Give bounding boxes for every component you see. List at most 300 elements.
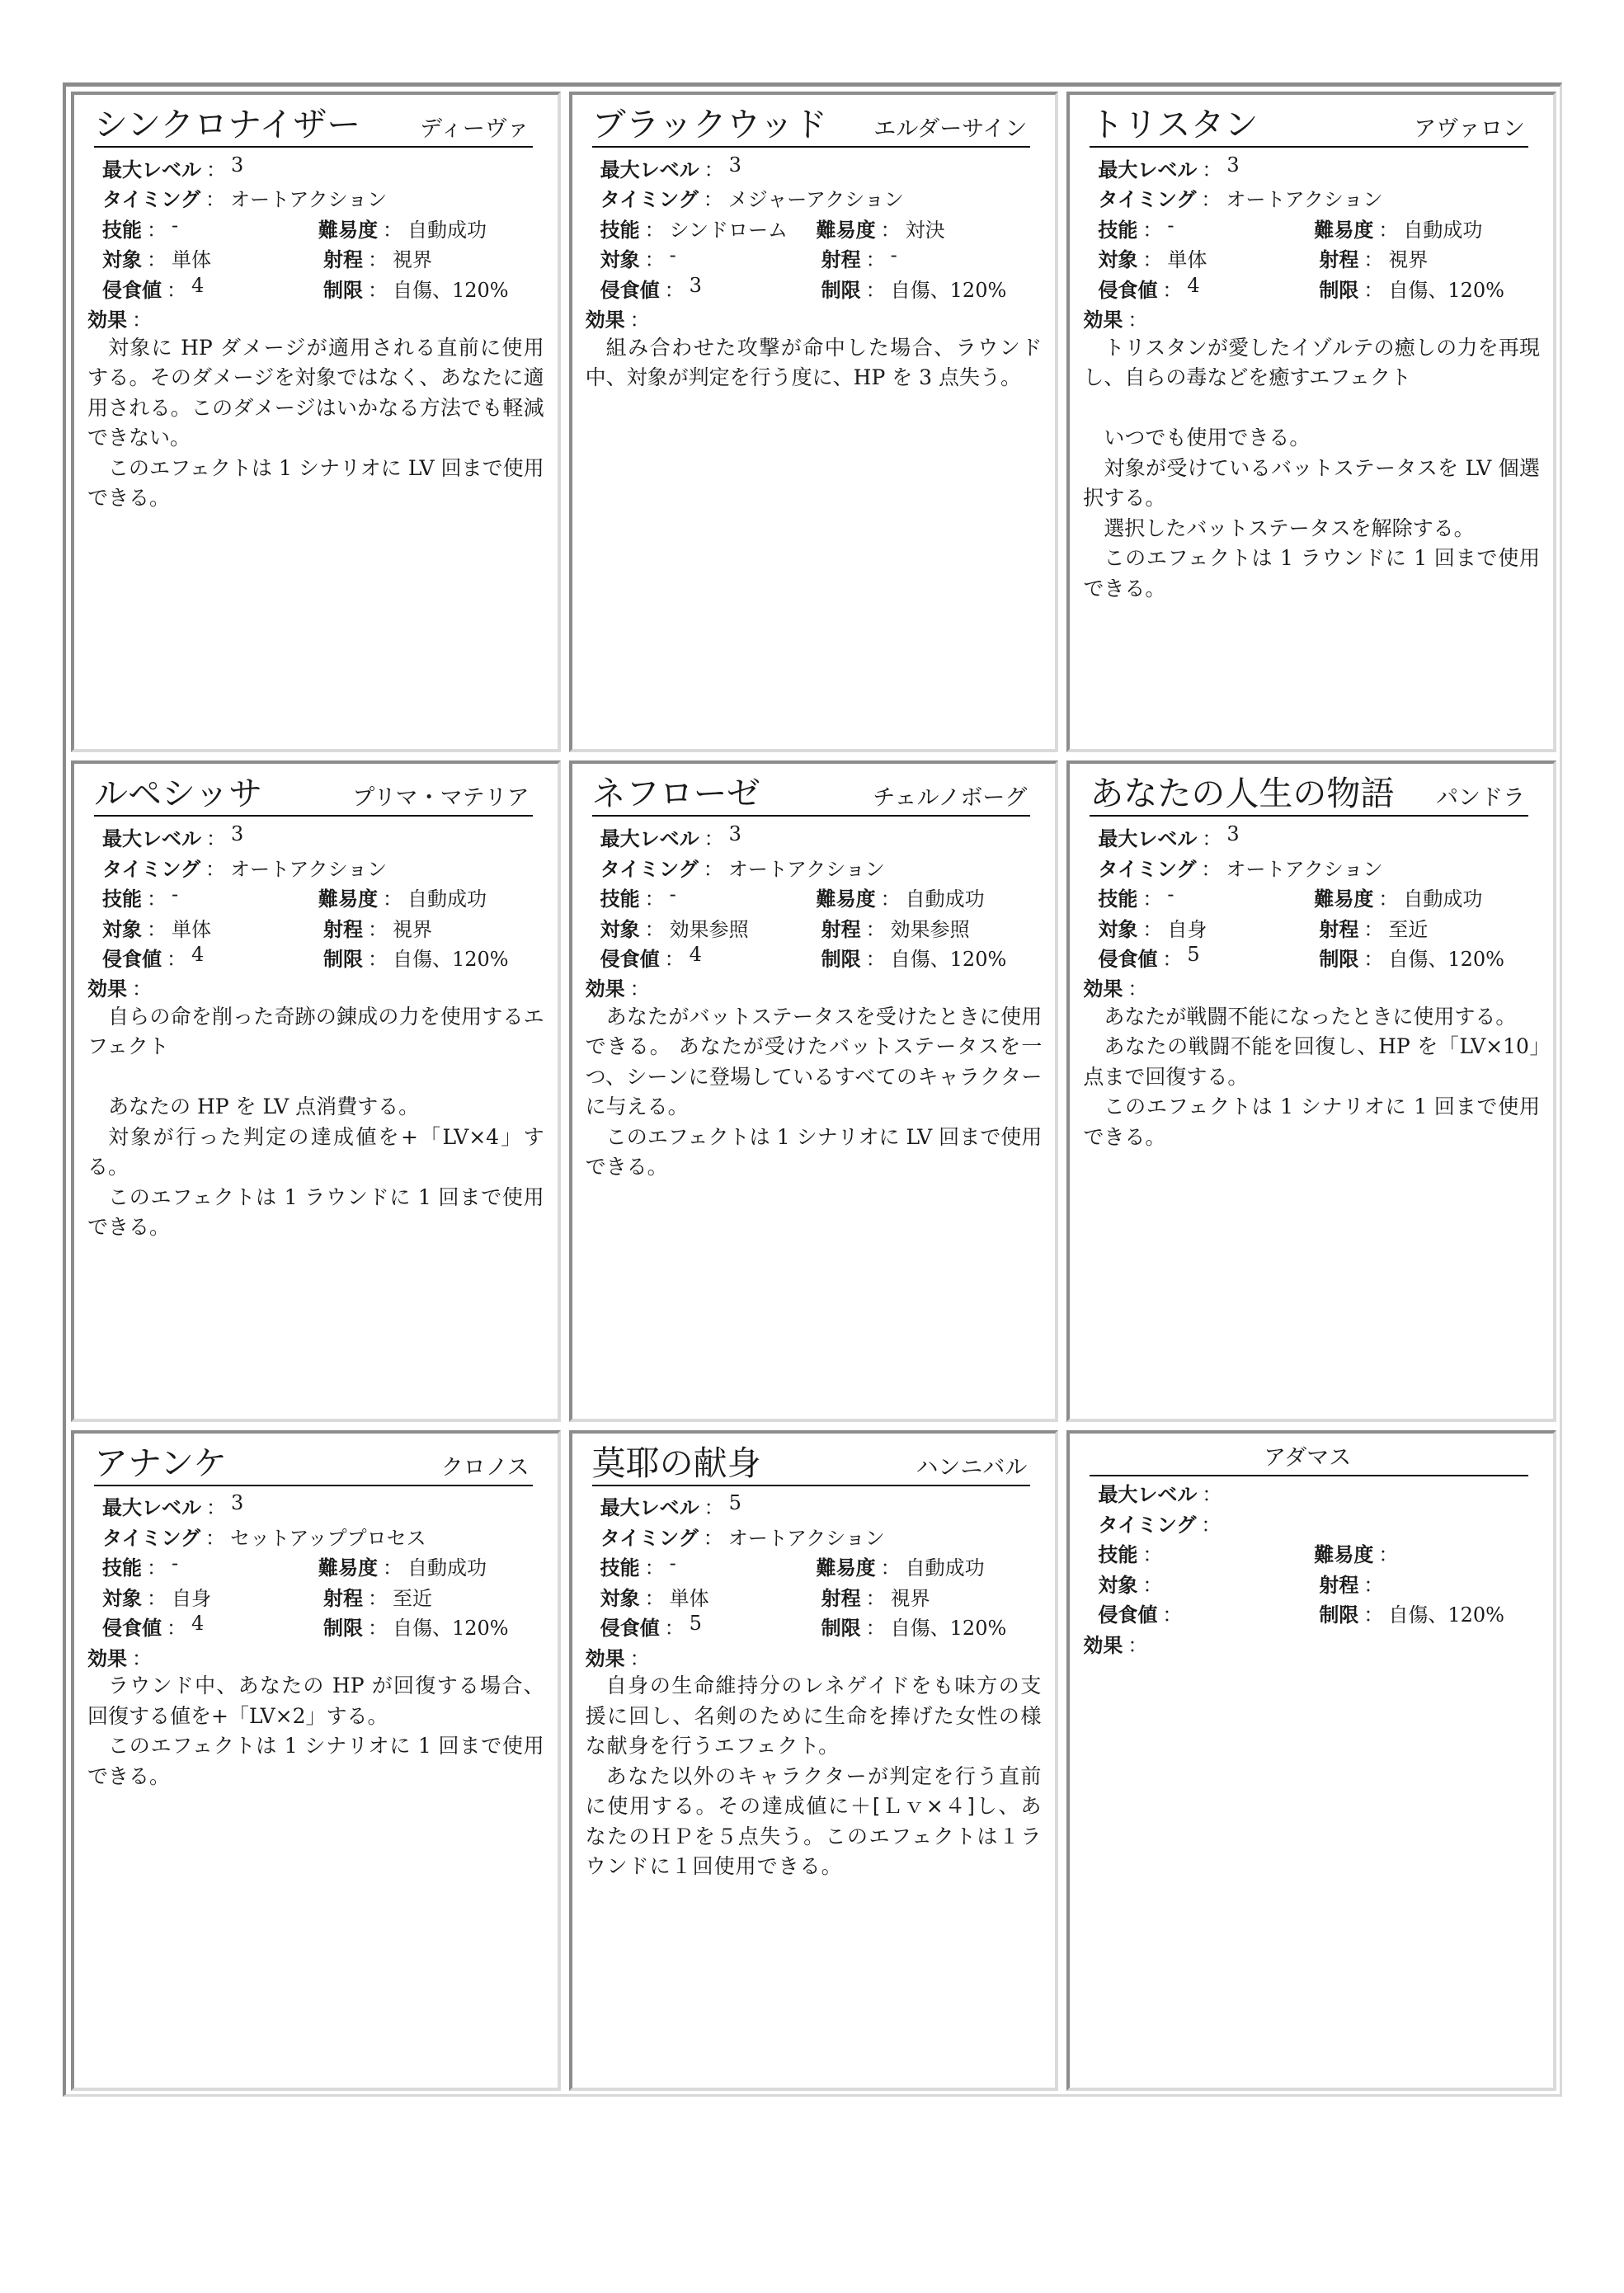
label-separator: ： <box>704 158 724 181</box>
label-separator: ： <box>865 948 886 972</box>
skill-label: 技能 <box>102 888 142 911</box>
card-stats <box>1083 1478 1540 1629</box>
range-cell <box>821 913 970 942</box>
erosion-cell <box>1098 274 1319 303</box>
card-header <box>94 1438 533 1486</box>
label-separator: ： <box>704 1496 724 1520</box>
erosion-label: 侵食値 <box>102 948 162 972</box>
card-stats <box>87 153 544 304</box>
erosion-value: 5 <box>689 1612 702 1636</box>
timing-label: タイミング <box>600 1526 699 1550</box>
timing-label: タイミング <box>102 857 201 881</box>
label-separator: ： <box>703 857 723 881</box>
effect-card-6 <box>1066 760 1556 1421</box>
difficulty-value: 対決 <box>905 218 945 242</box>
erosion-label: 侵食値 <box>1098 1603 1158 1627</box>
label-separator: ： <box>1142 888 1163 911</box>
erosion-label: 侵食値 <box>102 278 162 302</box>
effect-paragraph: トリスタンが愛したイゾルテの癒しの力を再現し、自らの毒などを癒すエフェクト <box>1083 335 1540 389</box>
label-separator: ： <box>368 1586 388 1610</box>
target-value: 効果参照 <box>669 917 749 941</box>
erosion-row <box>102 1612 544 1642</box>
limit-value: 自傷、120% <box>393 1617 509 1641</box>
erosion-row <box>102 273 544 304</box>
erosion-cell <box>1098 1599 1319 1627</box>
timing-row <box>600 1521 1043 1551</box>
erosion-value: 4 <box>191 943 205 967</box>
max-level-value: 3 <box>1226 153 1240 177</box>
erosion-cell <box>102 1612 323 1641</box>
label-separator: ： <box>205 1526 226 1550</box>
difficulty-label: 難易度 <box>1314 1543 1374 1567</box>
difficulty-value: 自動成功 <box>905 1556 985 1580</box>
label-separator: ： <box>147 888 167 911</box>
erosion-row <box>102 942 544 972</box>
effect-card-2 <box>569 92 1059 752</box>
effect-label-row <box>586 304 1043 333</box>
difficulty-value: 自動成功 <box>407 1556 487 1580</box>
max-level-row <box>1098 153 1540 183</box>
skill-value: - <box>1167 213 1174 237</box>
label-separator: ： <box>629 977 650 1001</box>
effect-paragraph: ラウンド中、あなたの HP が回復する場合、回復する値を+「LV×2」する。 <box>87 1674 544 1728</box>
skill-cell <box>102 1551 318 1580</box>
effect-label: 効果 <box>1083 308 1123 332</box>
difficulty-cell <box>817 883 985 911</box>
skill-row <box>600 882 1043 912</box>
range-label: 射程 <box>323 917 363 941</box>
skill-label: 技能 <box>600 1556 640 1580</box>
target-cell <box>102 913 323 942</box>
effect-label: 効果 <box>87 1646 127 1670</box>
effect-paragraph: 自身の生命維持分のレネゲイドをも味方の支援に回し、名剣のために生命を捧げた女性の様な献身を行うエフェクト。 <box>585 1674 1043 1759</box>
limit-cell <box>323 943 509 972</box>
target-label: 対象 <box>1098 248 1138 272</box>
label-separator: ： <box>1142 917 1163 941</box>
timing-label: タイミング <box>1098 188 1197 212</box>
erosion-value: 4 <box>1187 273 1200 297</box>
max-level-row <box>1098 1478 1540 1509</box>
label-separator: ： <box>629 1646 650 1670</box>
label-separator: ： <box>880 1556 901 1580</box>
timing-value: オートアクション <box>727 857 885 881</box>
max-level-row <box>1098 822 1540 852</box>
range-value: - <box>890 243 897 267</box>
erosion-cell <box>600 274 821 303</box>
target-cell <box>1098 913 1319 942</box>
label-separator: ： <box>1378 1543 1399 1567</box>
label-separator: ： <box>368 1617 388 1641</box>
erosion-row <box>600 1612 1043 1642</box>
label-separator: ： <box>206 158 226 181</box>
effect-name: 莫耶の献身 <box>591 1443 761 1483</box>
effect-source: エルダーサイン <box>873 116 1028 142</box>
limit-value: 自傷、120% <box>1388 1603 1504 1627</box>
limit-value: 自傷、120% <box>890 948 1007 972</box>
limit-label: 制限 <box>821 278 861 302</box>
skill-cell <box>600 1551 817 1580</box>
difficulty-cell <box>1314 1538 1403 1567</box>
label-separator: ： <box>167 948 186 972</box>
target-label: 対象 <box>600 917 640 941</box>
label-separator: ： <box>147 1586 167 1610</box>
label-separator: ： <box>703 188 723 212</box>
erosion-row <box>1098 942 1540 972</box>
effect-card-9 <box>1066 1430 1556 2091</box>
effect-name: シンクロナイザー <box>94 105 361 144</box>
label-separator: ： <box>205 188 226 212</box>
label-separator: ： <box>880 218 901 242</box>
label-separator: ： <box>664 278 685 302</box>
erosion-value: 4 <box>689 943 702 967</box>
timing-row <box>1098 1508 1540 1538</box>
timing-value: オートアクション <box>1226 857 1383 881</box>
skill-cell <box>1098 1538 1314 1567</box>
label-separator: ： <box>1201 188 1222 212</box>
target-cell <box>1098 1569 1319 1598</box>
range-cell <box>323 1582 432 1611</box>
timing-label: タイミング <box>1098 1513 1197 1537</box>
target-cell <box>600 243 821 272</box>
effect-paragraph: 対象に HP ダメージが適用される直前に使用する。そのダメージを対象ではなく、あなたに適用される。このダメージはいかなる方法でも軽減できない。 <box>87 335 544 450</box>
limit-cell <box>1319 943 1504 972</box>
label-separator: ： <box>865 1617 886 1641</box>
label-separator: ： <box>1363 278 1384 302</box>
effect-paragraph: このエフェクトは 1 ラウンドに 1 回まで使用できる。 <box>87 1184 544 1240</box>
effect-label-row <box>1083 1628 1540 1658</box>
timing-row <box>1098 852 1540 883</box>
label-separator: ： <box>383 218 402 242</box>
difficulty-value: 自動成功 <box>1403 888 1483 911</box>
skill-value: - <box>669 1551 676 1575</box>
effect-paragraph: あなたが戦闘不能になったときに使用する。 <box>1104 1004 1517 1029</box>
effect-card-3 <box>1066 92 1556 752</box>
label-separator: ： <box>1127 308 1148 332</box>
timing-value: セットアッププロセス <box>230 1526 426 1550</box>
card-stats <box>1083 822 1540 972</box>
effect-description <box>87 333 544 514</box>
effect-label: 効果 <box>87 977 127 1001</box>
target-value: 単体 <box>1167 248 1207 272</box>
limit-value: 自傷、120% <box>890 1617 1007 1641</box>
label-separator: ： <box>147 1556 167 1580</box>
erosion-label: 侵食値 <box>1098 948 1158 972</box>
effect-paragraph: このエフェクトは 1 シナリオに 1 回まで使用できる。 <box>87 1734 544 1788</box>
range-value: 視界 <box>890 1586 930 1610</box>
timing-value: メジャーアクション <box>727 188 904 212</box>
card-header <box>592 1438 1031 1486</box>
difficulty-label: 難易度 <box>816 888 876 911</box>
range-value: 効果参照 <box>890 917 970 941</box>
label-separator: ： <box>865 1586 886 1610</box>
range-label: 射程 <box>1319 248 1359 272</box>
max-level-label: 最大レベル <box>600 827 699 851</box>
effect-description <box>87 1671 544 1792</box>
limit-value: 自傷、120% <box>393 948 509 972</box>
effect-label: 効果 <box>585 977 625 1001</box>
erosion-value: 5 <box>1187 943 1200 967</box>
erosion-label: 侵食値 <box>600 1617 660 1641</box>
effect-card-1 <box>71 92 561 752</box>
difficulty-label: 難易度 <box>1314 888 1374 911</box>
label-separator: ： <box>206 827 226 851</box>
label-separator: ： <box>1363 948 1384 972</box>
difficulty-label: 難易度 <box>1314 218 1374 242</box>
limit-value: 自傷、120% <box>1388 278 1504 302</box>
label-separator: ： <box>703 1526 723 1550</box>
target-label: 対象 <box>1098 917 1138 941</box>
difficulty-value: 自動成功 <box>407 888 487 911</box>
range-label: 射程 <box>1319 1573 1359 1597</box>
label-separator: ： <box>206 1496 226 1520</box>
timing-row <box>600 183 1043 214</box>
erosion-value: 4 <box>191 273 205 297</box>
range-label: 射程 <box>821 248 861 272</box>
label-separator: ： <box>368 948 388 972</box>
target-label: 対象 <box>1098 1573 1138 1597</box>
timing-label: タイミング <box>600 857 699 881</box>
max-level-row <box>600 822 1043 852</box>
skill-label: 技能 <box>1098 1543 1138 1567</box>
label-separator: ： <box>644 1556 665 1580</box>
skill-cell <box>102 883 318 911</box>
target-cell <box>102 243 323 272</box>
label-separator: ： <box>1378 888 1399 911</box>
range-cell <box>323 243 432 272</box>
target-value: 自身 <box>1167 917 1207 941</box>
effect-source: クロノス <box>440 1454 530 1481</box>
timing-label: タイミング <box>102 1526 201 1550</box>
label-separator: ： <box>1202 1483 1222 1507</box>
max-level-row <box>102 153 544 183</box>
limit-label: 制限 <box>1319 948 1359 972</box>
target-label: 対象 <box>102 248 142 272</box>
skill-row <box>102 213 544 243</box>
max-level-label: 最大レベル <box>102 1496 201 1520</box>
skill-label: 技能 <box>102 1556 142 1580</box>
label-separator: ： <box>644 888 665 911</box>
skill-cell <box>1098 214 1314 242</box>
label-separator: ： <box>1201 1513 1222 1537</box>
max-level-value: 3 <box>728 153 741 177</box>
timing-row <box>1098 183 1540 214</box>
card-stats <box>87 1491 544 1642</box>
effect-description <box>586 1002 1043 1183</box>
skill-label: 技能 <box>102 218 142 242</box>
range-label: 射程 <box>1319 917 1359 941</box>
max-level-value: 3 <box>728 822 741 846</box>
limit-cell <box>323 1612 509 1641</box>
effect-source: プリマ・マテリア <box>352 785 530 812</box>
timing-value: オートアクション <box>230 857 388 881</box>
card-grid <box>71 92 1556 2091</box>
difficulty-cell <box>318 1551 487 1580</box>
limit-label: 制限 <box>821 948 861 972</box>
label-separator: ： <box>1202 158 1222 181</box>
effect-name: トリスタン <box>1090 105 1259 144</box>
skill-label: 技能 <box>600 888 640 911</box>
label-separator: ： <box>1201 857 1222 881</box>
effect-paragraph: 対象が受けているバットステータスを LV 個選択する。 <box>1083 455 1540 510</box>
effect-label: 効果 <box>1083 1633 1123 1657</box>
effect-paragraph: 組み合わせた攻撃が命中した場合、ラウンド中、対象が判定を行う度に、HP を 3 点失う。 <box>585 335 1043 389</box>
erosion-cell <box>102 274 323 303</box>
timing-row <box>102 183 544 214</box>
card-stats <box>586 153 1043 304</box>
effect-paragraph <box>1083 393 1540 424</box>
erosion-row <box>1098 273 1540 304</box>
target-value: 単体 <box>172 248 211 272</box>
skill-cell <box>102 214 318 242</box>
difficulty-cell <box>318 214 487 242</box>
effect-name: ネフローゼ <box>591 774 760 814</box>
range-value: 視界 <box>1388 248 1429 272</box>
effect-source: チェルノボーグ <box>873 785 1028 812</box>
effect-description <box>586 333 1043 393</box>
erosion-row <box>600 942 1043 972</box>
effect-paragraph: あなたがバットステータスを受けたときに使用できる。 あなたが受けたバットステータスを一つ、シーンに登場しているすべてのキャラクターに与える。 <box>585 1004 1043 1119</box>
limit-cell <box>821 274 1007 303</box>
label-separator: ： <box>865 248 886 272</box>
limit-value: 自傷、120% <box>393 278 509 302</box>
skill-label: 技能 <box>1098 888 1138 911</box>
effect-label: 効果 <box>87 308 127 332</box>
effect-source: アダマス <box>1264 1444 1352 1471</box>
target-row <box>1098 243 1540 274</box>
label-separator: ： <box>132 977 152 1001</box>
label-separator: ： <box>1142 248 1163 272</box>
max-level-value: 3 <box>1226 822 1240 846</box>
label-separator: ： <box>644 917 665 941</box>
label-separator: ： <box>865 278 886 302</box>
label-separator: ： <box>664 948 685 972</box>
effect-card-8 <box>569 1430 1059 2091</box>
timing-value: オートアクション <box>230 188 388 212</box>
label-separator: ： <box>383 1556 402 1580</box>
card-header <box>94 769 533 817</box>
erosion-label: 侵食値 <box>102 1617 162 1641</box>
max-level-value: 5 <box>728 1491 741 1515</box>
max-level-label: 最大レベル <box>1098 158 1198 181</box>
target-row <box>1098 912 1540 943</box>
label-separator: ： <box>1127 977 1148 1001</box>
card-stats <box>87 822 544 972</box>
skill-value: - <box>172 213 179 237</box>
label-separator: ： <box>147 917 167 941</box>
target-row <box>102 1581 544 1612</box>
target-value: - <box>669 243 676 267</box>
label-separator: ： <box>629 308 650 332</box>
label-separator: ： <box>1363 1603 1384 1627</box>
range-cell <box>1319 913 1428 942</box>
timing-label: タイミング <box>102 188 201 212</box>
timing-row <box>102 852 544 883</box>
target-row <box>1098 1568 1540 1599</box>
target-cell <box>600 913 821 942</box>
effect-paragraph: あなた以外のキャラクターが判定を行う直前に使用する。その達成値に＋[Ｌｖ×４]し、あなたのＨＰを５点失う。このエフェクトは１ラウンドに１回使用できる。 <box>585 1763 1043 1879</box>
limit-label: 制限 <box>1319 278 1359 302</box>
max-level-label: 最大レベル <box>1098 827 1198 851</box>
target-label: 対象 <box>102 917 142 941</box>
label-separator: ： <box>167 278 186 302</box>
max-level-row <box>600 153 1043 183</box>
effect-card-5 <box>569 760 1059 1421</box>
effect-label-row <box>1083 972 1540 1002</box>
card-header <box>592 100 1031 148</box>
difficulty-label: 難易度 <box>318 888 378 911</box>
label-separator: ： <box>1363 917 1384 941</box>
effect-name: あなたの人生の物語 <box>1090 774 1395 814</box>
effect-label-row <box>87 1641 544 1671</box>
effect-paragraph: このエフェクトは 1 シナリオに 1 回まで使用できる。 <box>1083 1095 1540 1149</box>
effect-paragraph: このエフェクトは 1 ラウンドに 1 回まで使用できる。 <box>1083 546 1540 600</box>
limit-cell <box>821 943 1007 972</box>
label-separator: ： <box>368 248 388 272</box>
timing-label: タイミング <box>1098 857 1197 881</box>
limit-label: 制限 <box>323 1617 363 1641</box>
max-level-label: 最大レベル <box>102 158 201 181</box>
label-separator: ： <box>1162 278 1183 302</box>
limit-value: 自傷、120% <box>1388 948 1504 972</box>
range-value: 視界 <box>393 248 432 272</box>
effect-label-row <box>586 1641 1043 1671</box>
erosion-cell <box>600 943 821 972</box>
label-separator: ： <box>368 278 388 302</box>
range-label: 射程 <box>323 248 363 272</box>
limit-cell <box>1319 274 1504 303</box>
effect-source: アヴァロン <box>1414 116 1525 142</box>
effect-paragraph: このエフェクトは 1 シナリオに LV 回まで使用できる。 <box>585 1124 1043 1179</box>
max-level-row <box>102 1491 544 1522</box>
max-level-value: 3 <box>231 822 244 846</box>
label-separator: ： <box>1202 827 1222 851</box>
label-separator: ： <box>132 1646 152 1670</box>
target-row <box>102 243 544 274</box>
card-header <box>592 769 1031 817</box>
target-label: 対象 <box>600 1586 640 1610</box>
difficulty-cell <box>1314 883 1482 911</box>
target-value: 単体 <box>172 917 211 941</box>
label-separator: ： <box>644 1586 665 1610</box>
skill-value: - <box>669 883 676 906</box>
difficulty-cell <box>817 214 945 242</box>
target-row <box>600 1581 1043 1612</box>
label-separator: ： <box>167 1617 186 1641</box>
skill-cell <box>600 883 817 911</box>
range-label: 射程 <box>323 1586 363 1610</box>
erosion-value: 3 <box>689 273 702 297</box>
card-stats <box>1083 153 1540 304</box>
effect-paragraph: あなたの HP を LV 点消費する。 <box>108 1095 420 1119</box>
range-cell <box>1319 243 1428 272</box>
limit-cell <box>821 1612 1007 1641</box>
erosion-row <box>1098 1599 1540 1629</box>
erosion-cell <box>600 1612 821 1641</box>
effect-name: アナンケ <box>94 1443 228 1483</box>
skill-row <box>102 882 544 912</box>
difficulty-cell <box>817 1551 985 1580</box>
skill-row <box>1098 1538 1540 1569</box>
effect-name: ルペシッサ <box>94 774 263 814</box>
difficulty-value: 自動成功 <box>1403 218 1483 242</box>
target-value: 自身 <box>172 1586 211 1610</box>
effect-source: ディーヴァ <box>420 116 530 142</box>
max-level-label: 最大レベル <box>600 1496 699 1520</box>
erosion-label: 侵食値 <box>600 278 660 302</box>
label-separator: ： <box>368 917 388 941</box>
effect-source: パンドラ <box>1436 785 1525 812</box>
effect-label: 効果 <box>1083 977 1123 1001</box>
